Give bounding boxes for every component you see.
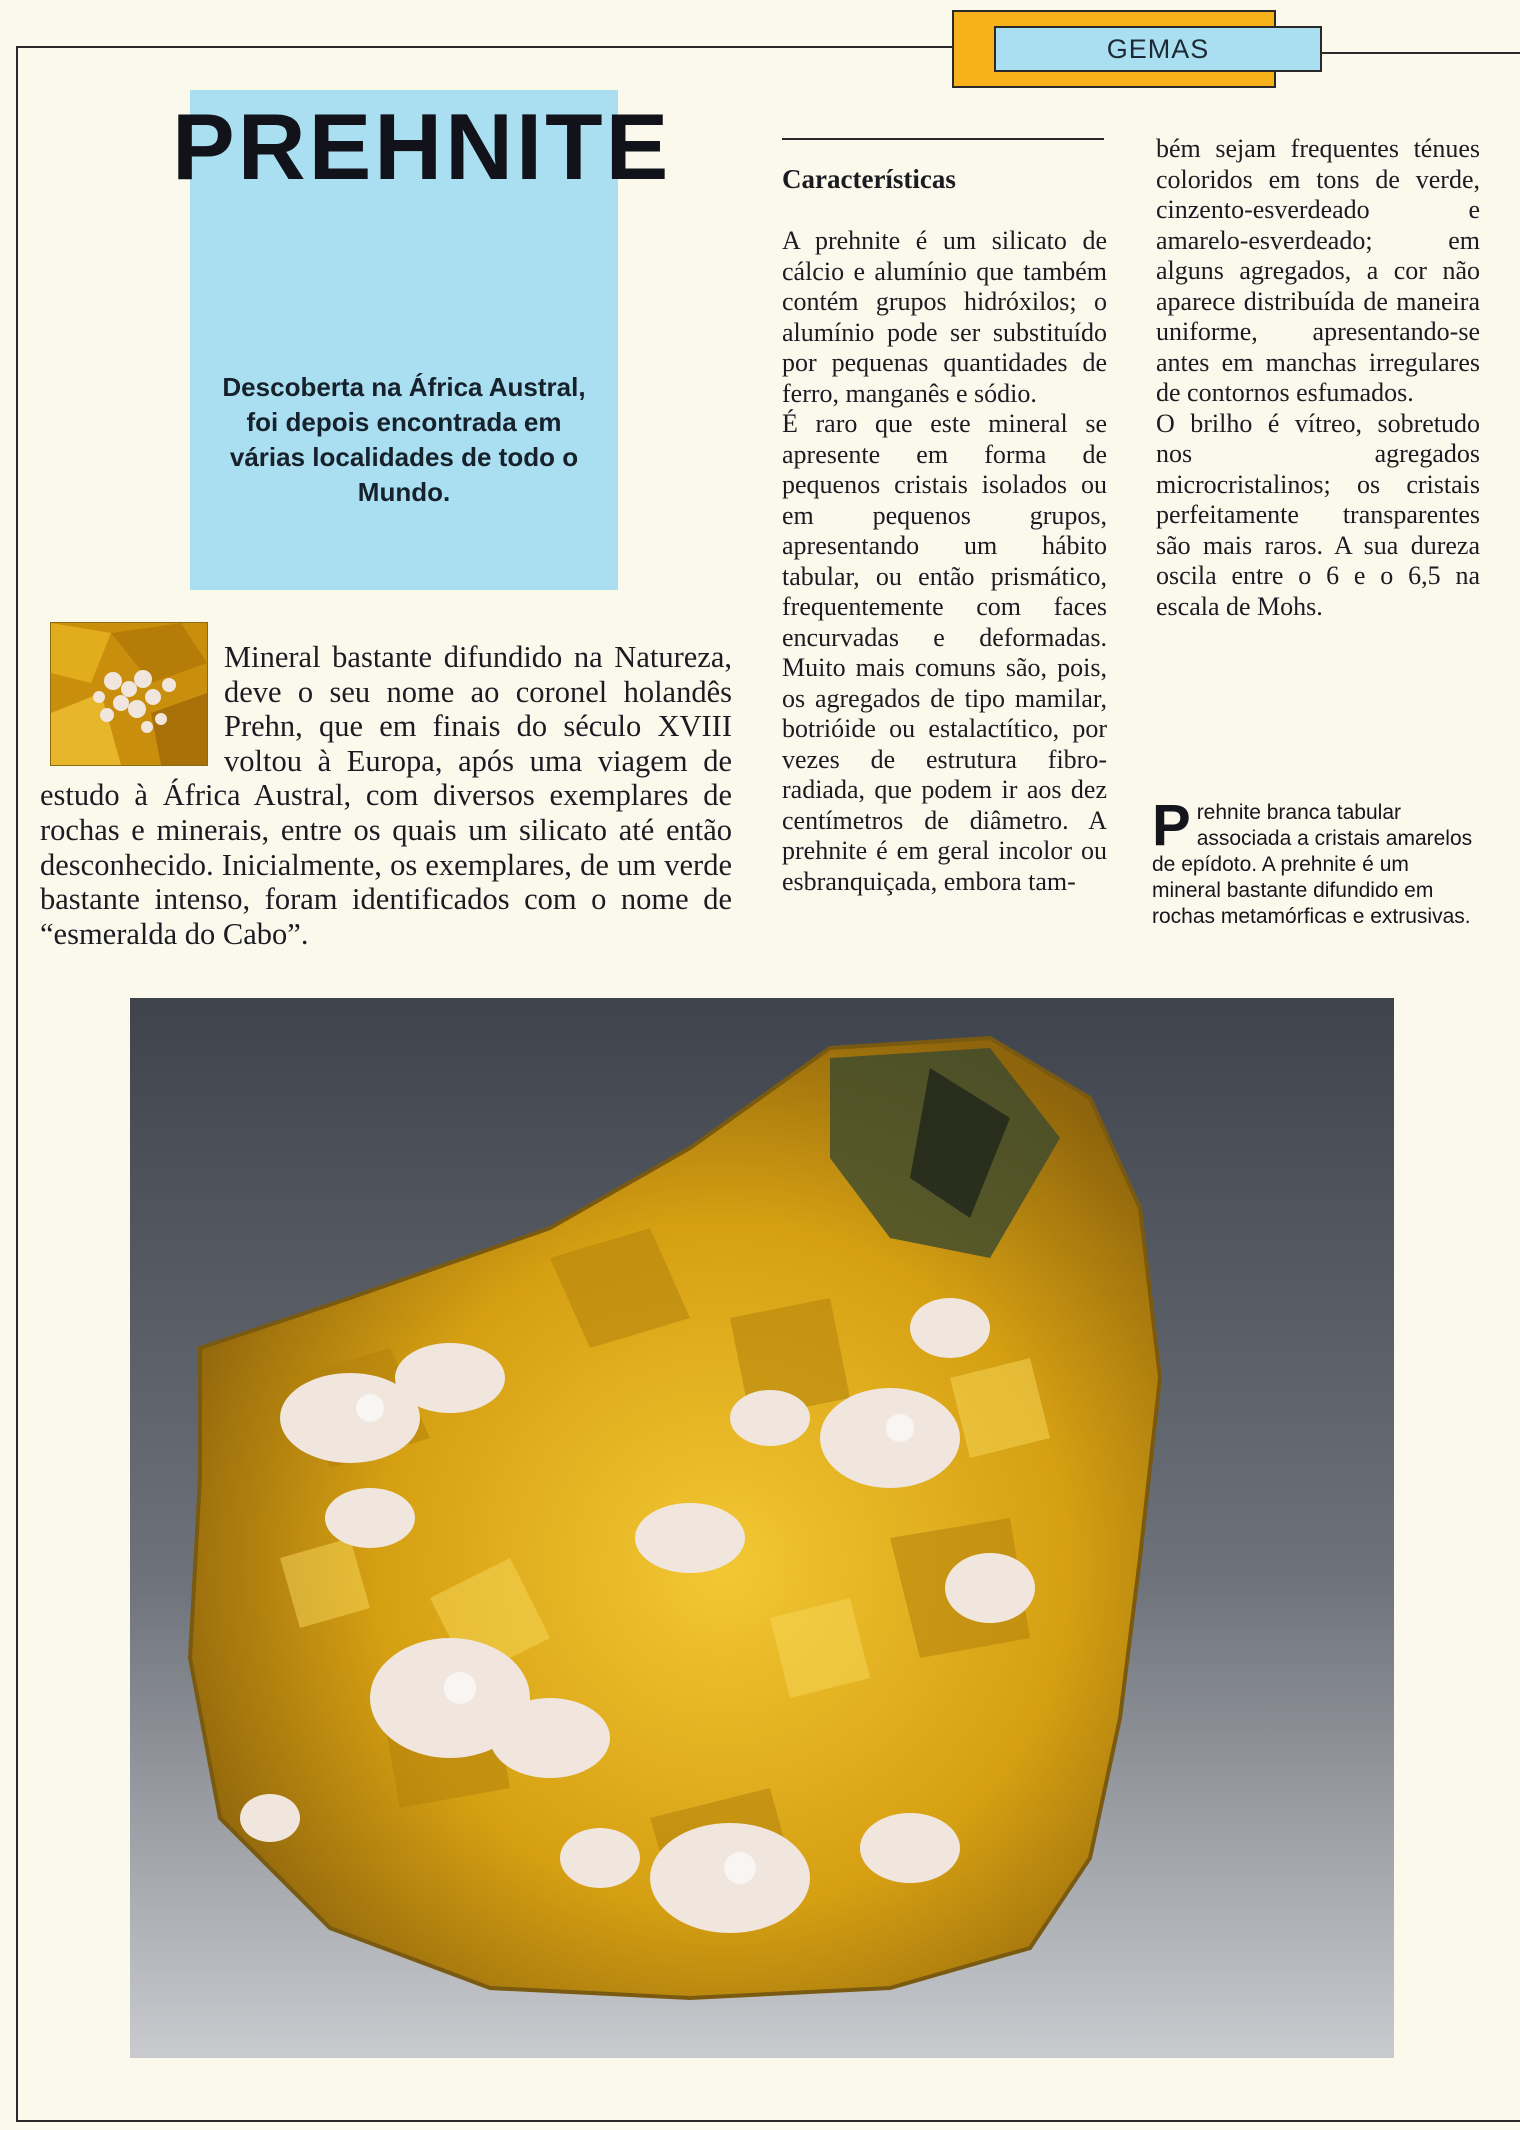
mineral-photo [130,998,1394,2058]
photo-caption [1152,793,1482,930]
characteristics-paragraph: O brilho é vítreo, sobretudo nos agregados microcristalinos; os cristais perfeitamente transparentes são mais raros. A sua dureza oscila entre o 6 e o 6,5 na escala de Mohs. [1156,408,1480,621]
caption-text: rehnite branca tabular associada a cristais amarelos de epídoto. A prehnite é um mineral bastante difundido em rochas metamórficas e extrusivas. [1152,801,1473,928]
main-body-text: Mineral bastante difundido na Natureza, deve o seu nome ao coronel holandês Prehn, que em finais do século XVIII voltou à Europa, após uma viagem de estudo à África Austral, com diversos exemplares de rochas e minerais, entre os quais um silicato até então desconhecido. Inicialmente, os exemplares, de um verde bastante intenso, foram identificados com o nome de “esmeralda do Cabo”. [40,640,732,951]
characteristics-column [782,226,1107,897]
characteristics-column-continued [1156,134,1480,622]
caption-drop-cap: P [1152,793,1191,858]
column-rule [782,138,1104,140]
section-tab: GEMAS [994,26,1322,72]
intro-summary: Descoberta na África Austral, foi depois encontrada em várias localidades de todo o Mundo. [222,372,586,507]
frame-line-top-right [1322,52,1520,54]
characteristics-paragraph: A prehnite é um silicato de cálcio e alumínio que também contém grupos hidróxilos; o alumínio pode ser substituído por pequenas quantidades de ferro, manganês e sódio. [782,226,1107,408]
characteristics-paragraph: É raro que este mineral se apresente em forma de pequenos cristais isolados ou em pequenos grupos, apresentando um hábito tabular, ou então prismático, frequentemente com faces encurvadas e deformadas. Muito mais comuns são, pois, os agregados de tipo mamilar, botrióide ou estalactítico, por vezes de estrutura fibro-radiada, que podem ir aos dez centímetros de diâmetro. A prehnite é em geral incolor ou esbranquiçada, embora tam- [782,409,1107,896]
characteristics-heading: Características [782,164,956,194]
frame-line-top [52,46,952,48]
frame-line-bottom [16,2120,1520,2122]
frame-line-left [16,46,18,2121]
frame-line-corner [16,46,52,48]
page-title: PREHNITE [172,94,672,199]
characteristics-paragraph: bém sejam frequentes ténues coloridos em tons de verde, cinzento-esverdeado e amarelo-esverdeado; em alguns agregados, a cor não aparece distribuída de maneira uniforme, apresentando-se antes em manchas irregulares de contornos esfumados. [1156,134,1480,407]
